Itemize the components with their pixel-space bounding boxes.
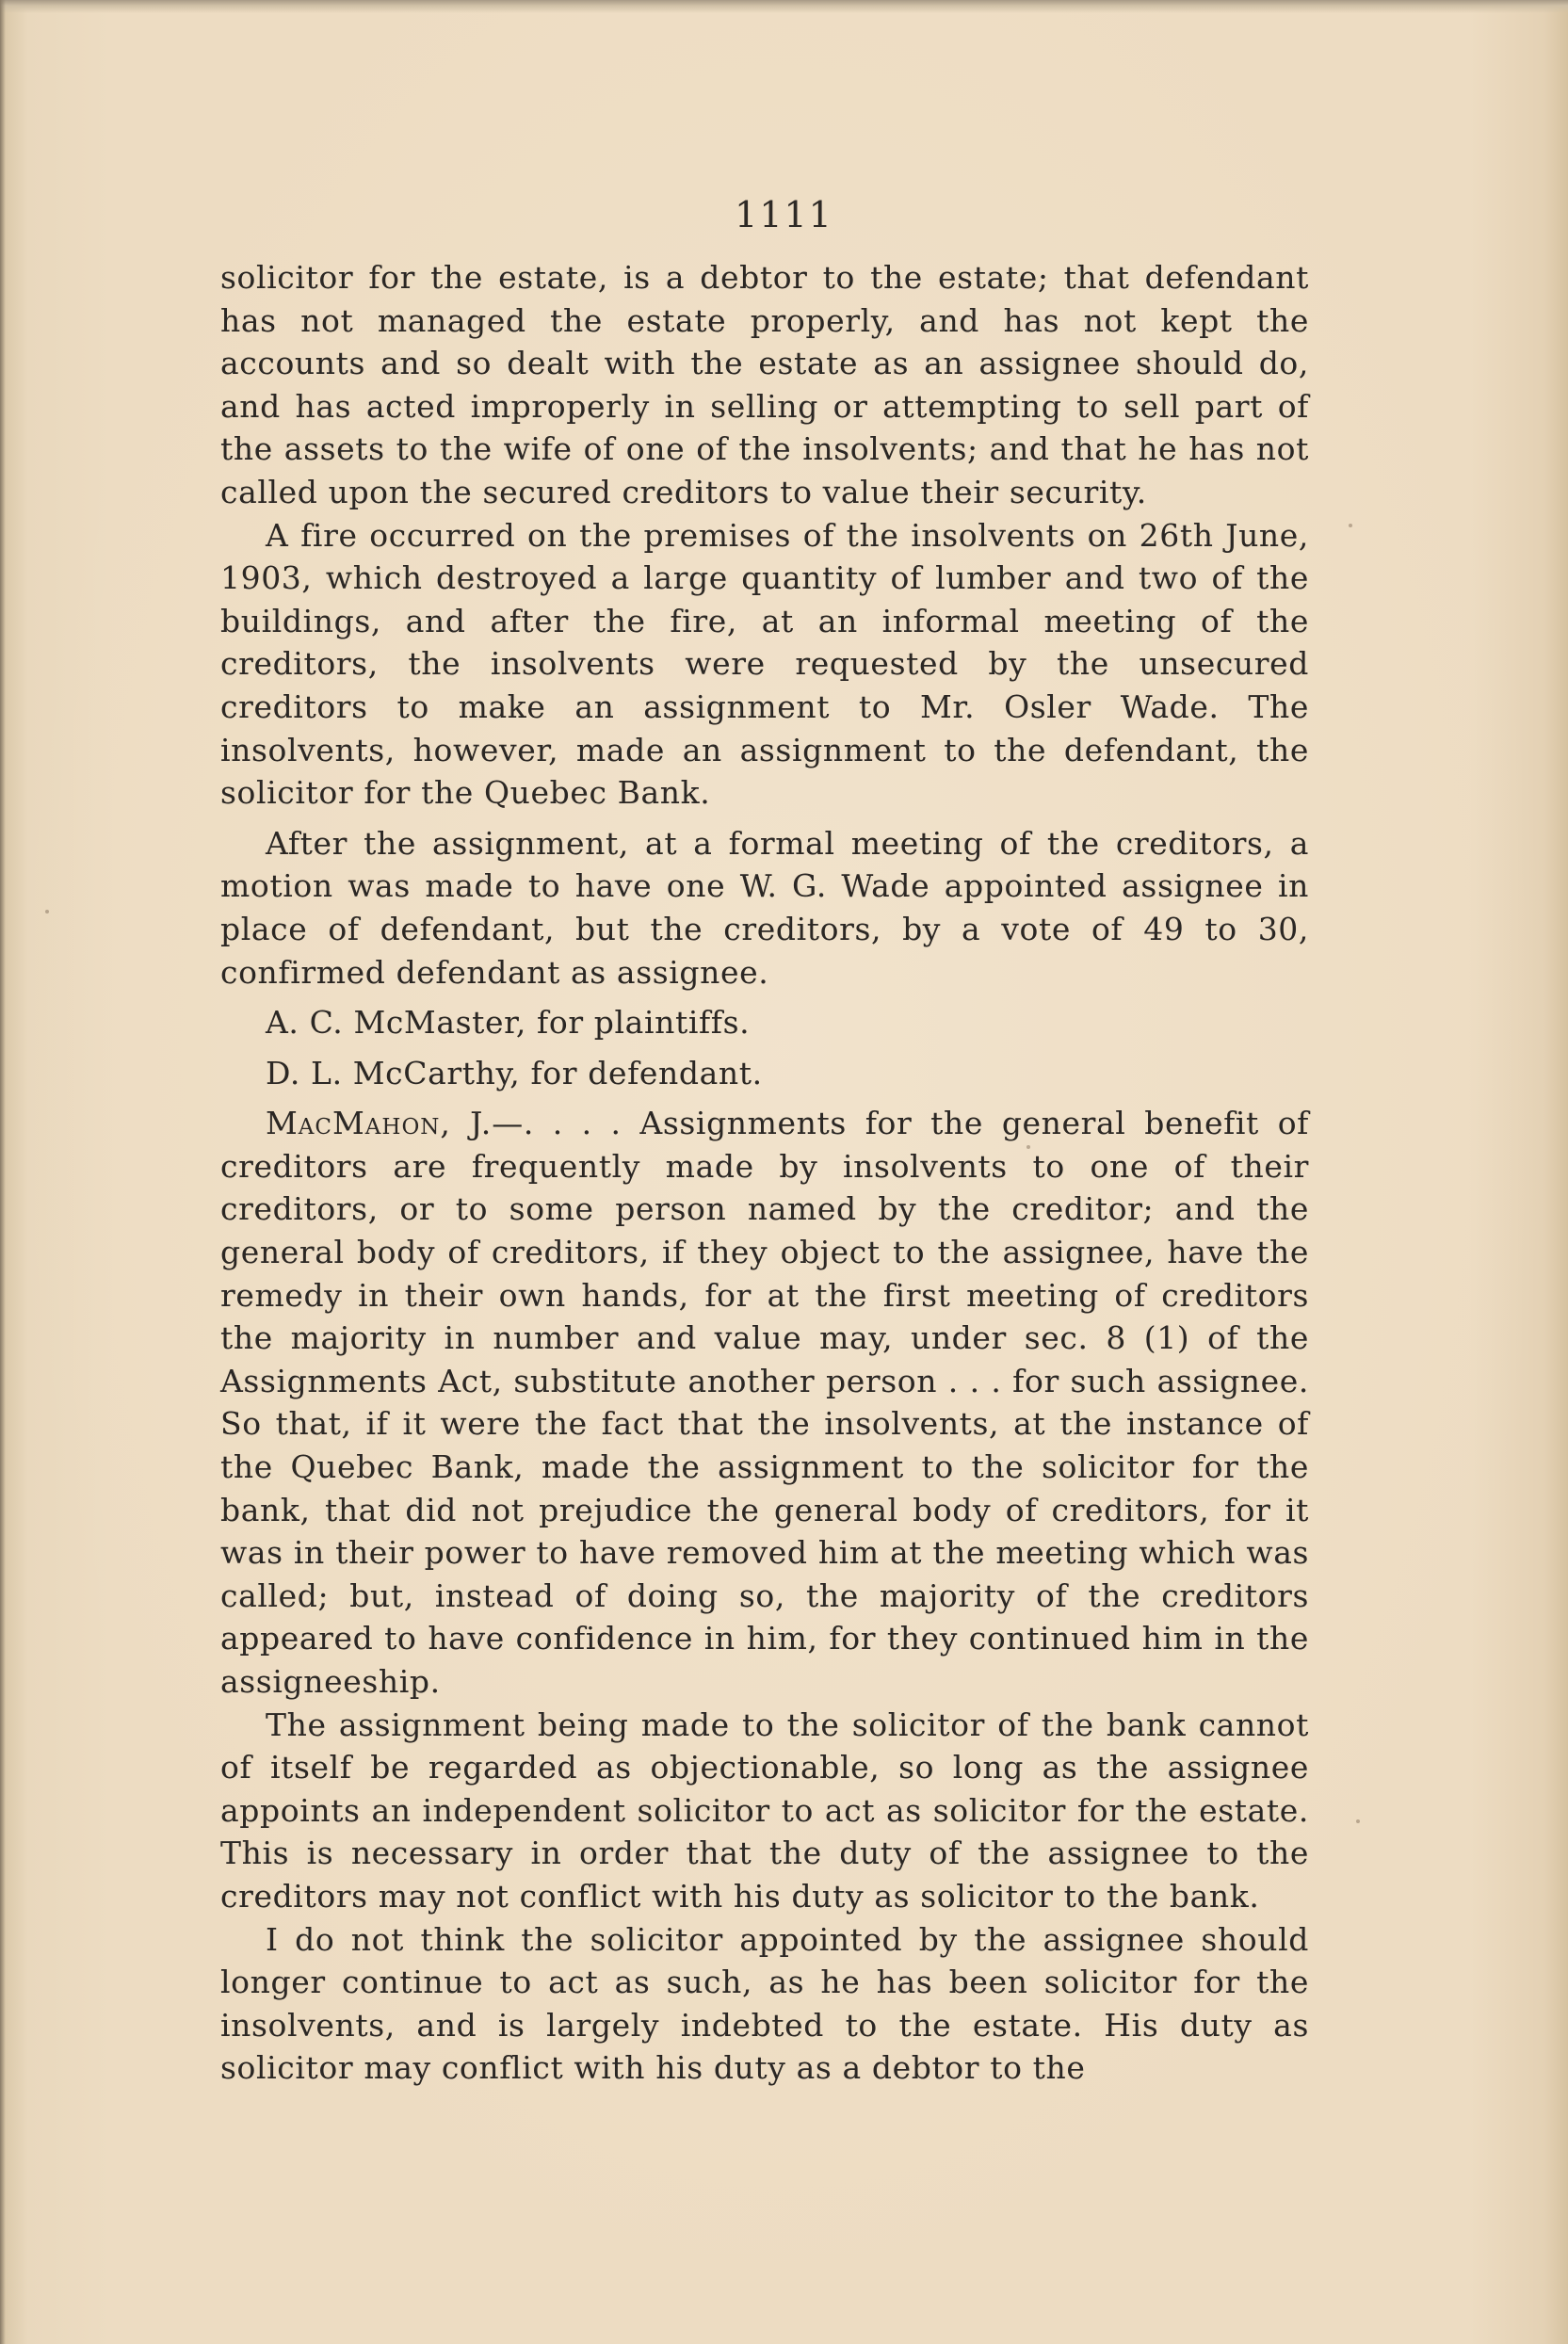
paper-speck xyxy=(45,910,49,913)
body-text xyxy=(220,256,1309,2090)
counsel-plaintiffs: A. C. McMaster, for plaintiffs. xyxy=(266,1004,751,1042)
page-binding-edge xyxy=(0,0,6,2344)
paragraph-judgment xyxy=(220,1102,1309,1703)
judgment-text: —. . . . Assignments for the general benefit of creditors are frequently made by insolvents to one of their creditors, or to some person named by the creditor; and the general body of creditors, if they object to the assignee, have the remedy in their own hands, for at the first meeting of creditors the majority in number and value may, under sec. 8 (1) of the Assignments Act, substitute another person . . . for such assignee. So that, if it were the fact that the insolvents, at the instance of the Quebec Bank, made the assignment to the solicitor for the bank, that did not prejudice the general body of creditors, for it was in their power to have removed him at the meeting which was called; but, instead of doing so, the majority of the creditors appeared to have confidence in him, for they continued him in the assigneeship. xyxy=(220,1105,1309,1700)
paragraph-assignment-meeting: After the assignment, at a formal meeting of the creditors, a motion was made to have one W. G. Wade appointed assignee in place of defendant, but the creditors, by a vote of 49 to 30, confirmed defendant as assignee. xyxy=(220,824,1309,991)
paper-speck xyxy=(1349,524,1352,527)
judge-name: MacMahon, J. xyxy=(266,1105,493,1142)
counsel-defendant: D. L. McCarthy, for defendant. xyxy=(266,1054,763,1091)
paragraph-solicitor-appointed: I do not think the solicitor appointed by the assignee should longer continue to act as such, as he has been solicitor for the insolvents, and is largely indebted to the estate. His duty as solicitor may conflict with his duty as a debtor to the xyxy=(220,1920,1309,2087)
page-number: 1111 xyxy=(735,194,833,235)
paragraph-solicitor-of-bank: The assignment being made to the solicitor of the bank cannot of itself be regarded as objectionable, so long as the assignee appoints an independent solicitor to act as solicitor for the estate. This is necessary in order that the duty of the assignee to the creditors may not conflict with his duty as solicitor to the bank. xyxy=(220,1705,1309,1915)
paragraph-fire: A fire occurred on the premises of the insolvents on 26th June, 1903, which destroyed a large quantity of lumber and two of the buildings, and after the fire, at an informal meeting of the creditors, the insolvents were requested by the unsecured creditors to make an assignment to Mr. Osler Wade. The insolvents, however, made an assignment to the defendant, the solicitor for the Quebec Bank. xyxy=(220,516,1309,812)
page-top-edge xyxy=(0,0,1568,13)
paragraph-allegations: solicitor for the estate, is a debtor to the estate; that defendant has not managed the estate properly, and has not kept the accounts and so dealt with the estate as an assignee should do, and has acted improperly in selling or attempting to sell part of the assets to the wife of one of the insolvents; and that he has not called upon the secured creditors to value their security. xyxy=(220,259,1309,510)
paper-speck xyxy=(1356,1819,1360,1823)
paper-speck xyxy=(1026,1145,1030,1149)
